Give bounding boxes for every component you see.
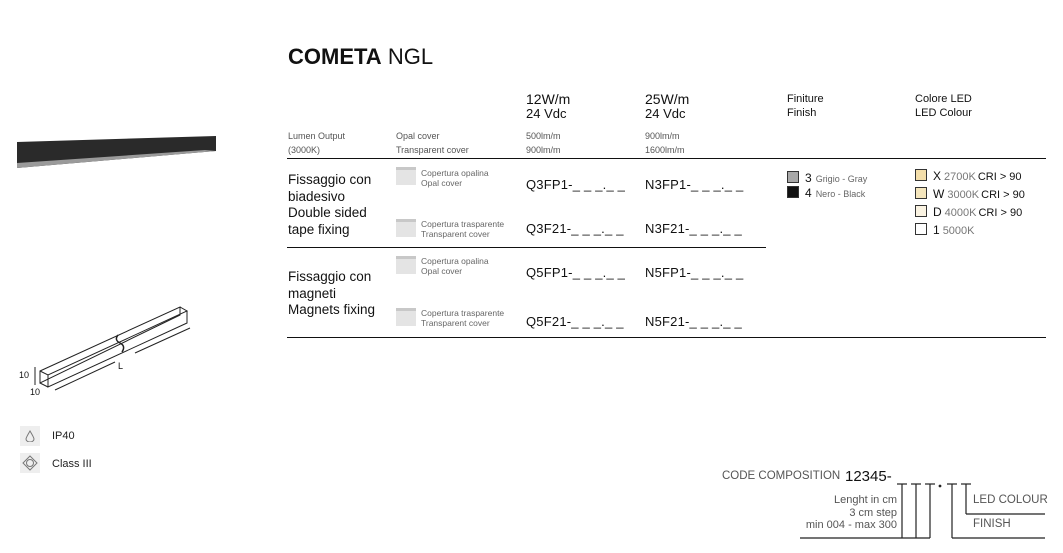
finish-header: Finiture Finish — [787, 93, 824, 119]
insulation-class: Class III — [52, 458, 92, 470]
fixing-magnets-label: Fissaggio con magneti Magnets fixing — [288, 269, 376, 317]
length-description: Lenght in cm 3 cm step min 004 - max 300 — [805, 494, 897, 531]
swatch-icon — [787, 186, 799, 198]
led-item: 1 5000K — [915, 222, 1025, 240]
led-colour-list — [915, 168, 1025, 240]
code-composition-diagram — [795, 480, 1050, 540]
swatch-icon — [915, 223, 927, 235]
led-item: X 2700K CRI > 90 — [915, 168, 1025, 186]
product-code: Q3FP1-_ _ _._ _ — [526, 177, 626, 192]
code-composition-label: CODE COMPOSITION — [722, 470, 841, 482]
product-code: N5FP1-_ _ _._ _ — [645, 265, 744, 280]
led-header: Colore LED LED Colour — [915, 93, 972, 119]
led-item: D 4000K CRI > 90 — [915, 204, 1025, 222]
finish-list — [787, 171, 867, 201]
divider — [287, 247, 766, 248]
product-code: N5F21-_ _ _._ _ — [645, 314, 742, 329]
power-12w: 12W/m — [526, 91, 571, 107]
led-item: W 3000K CRI > 90 — [915, 186, 1025, 204]
swatch-icon — [787, 171, 799, 183]
dimension-length: L — [118, 361, 124, 371]
swatch-icon — [915, 187, 927, 199]
opal-cover-icon — [396, 256, 416, 274]
lumen-25w: 900lm/m 1600lm/m — [645, 131, 685, 155]
dimension-height: 10 — [19, 370, 30, 380]
transparent-cover-icon — [396, 219, 416, 237]
product-code: N3F21-_ _ _._ _ — [645, 221, 742, 236]
finish-label: FINISH — [973, 518, 1011, 530]
divider — [287, 158, 1046, 159]
product-image — [15, 132, 220, 174]
divider — [287, 337, 1046, 338]
power-25w: 25W/m — [645, 91, 690, 107]
lumen-label: Lumen Output (3000K) — [288, 131, 346, 155]
voltage-25w: 24 Vdc — [645, 106, 686, 121]
led-colour-label: LED COLOUR — [973, 494, 1048, 506]
finish-item: 4 Nero - Black — [787, 186, 867, 201]
voltage-12w: 24 Vdc — [526, 106, 567, 121]
cover-labels: Opal cover Transparent cover — [396, 131, 469, 155]
code-prefix: 12345- — [845, 468, 892, 485]
fixing-tape-label: Fissaggio con biadesivo Double sided tape fixing — [288, 172, 372, 237]
product-code: Q5FP1-_ _ _._ _ — [526, 265, 626, 280]
ip-rating: IP40 — [52, 430, 75, 442]
dimension-width: 10 — [30, 387, 41, 397]
water-drop-icon — [20, 426, 40, 446]
transparent-cover-icon — [396, 308, 416, 326]
swatch-icon — [915, 205, 927, 217]
product-code: Q3F21-_ _ _._ _ — [526, 221, 624, 236]
product-title: COMETA NGL — [288, 44, 434, 69]
finish-item: 3 Grigio - Gray — [787, 171, 867, 186]
opal-cover-icon — [396, 167, 416, 185]
swatch-icon — [915, 169, 927, 181]
class-iii-icon — [20, 453, 40, 473]
dimension-drawing — [15, 295, 215, 405]
product-code: N3FP1-_ _ _._ _ — [645, 177, 744, 192]
product-code: Q5F21-_ _ _._ _ — [526, 314, 624, 329]
lumen-12w: 500lm/m 900lm/m — [526, 131, 561, 155]
